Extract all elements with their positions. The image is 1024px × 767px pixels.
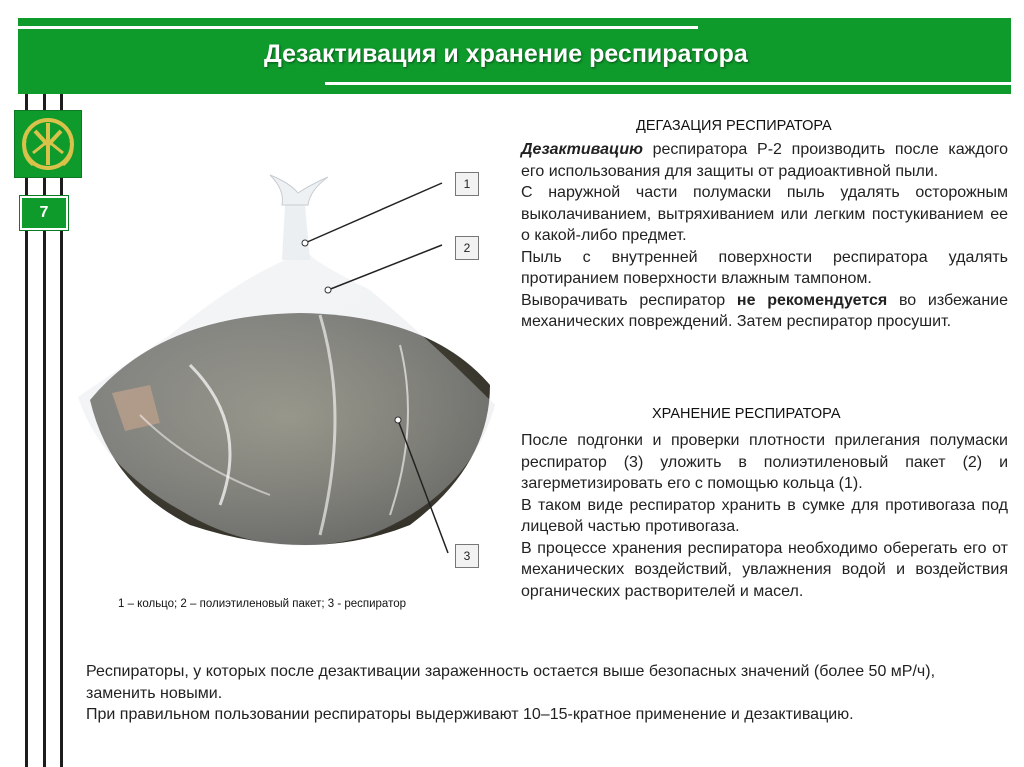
- degassing-paragraph-1: [521, 139, 1008, 182]
- storage-section: [521, 430, 1008, 602]
- header-band: [18, 18, 1011, 94]
- degassing-section: [521, 139, 1008, 333]
- respirator-bag-illustration: [70, 165, 510, 585]
- footer-text: [86, 661, 1008, 726]
- degassing-p4-bold: не рекомендуется: [736, 291, 888, 309]
- marker-1: 1: [455, 172, 479, 196]
- degassing-p4-before: Выворачивать респиратор: [521, 291, 737, 309]
- respirator-photo: [70, 165, 510, 585]
- storage-paragraph-1: После подгонки и проверки плотности прилегания полумаски респиратор (3) уложить в полиэтиленовый пакет (2) и загерметизировать его с помощью кольца (1).: [521, 432, 1008, 492]
- footer-paragraph-1: Респираторы, у которых после дезактивации зараженность остается выше безопасных значений (более 50 мР/ч), заменить новыми.: [86, 663, 936, 702]
- storage-title: ХРАНЕНИЕ РЕСПИРАТОРА: [652, 406, 841, 422]
- degassing-title: ДЕГАЗАЦИЯ РЕСПИРАТОРА: [636, 118, 832, 134]
- page-title: Дезактивация и хранение респиратора: [264, 40, 748, 68]
- header-line-bottom: [325, 82, 1011, 85]
- header-line-top: [18, 26, 698, 29]
- marker-2: 2: [455, 236, 479, 260]
- degassing-p1-text: респиратора Р-2 производить после каждого его использования для защиты от радиоактивной пыли.: [521, 141, 1008, 180]
- figure-caption: 1 – кольцо; 2 – полиэтиленовый пакет; 3 - респиратор: [118, 598, 406, 610]
- storage-paragraph-2: В таком виде респиратор хранить в сумке для противогаза под лицевой частью противогаза.: [521, 496, 1008, 535]
- storage-paragraph-3: В процессе хранения респиратора необходимо оберегать его от механических воздействий, увлажнения водой и воздействия органических растворителей и масел.: [521, 539, 1008, 600]
- degassing-paragraph-4: [521, 290, 1008, 333]
- degassing-p4-after: во избежание механических повреждений. Затем респиратор просушит.: [521, 291, 1008, 330]
- slide-number-badge: 7: [20, 196, 68, 230]
- footer-paragraph-2: При правильном пользовании респираторы выдерживают 10–15-кратное применение и дезактивацию.: [86, 706, 854, 723]
- marker-3: 3: [455, 544, 479, 568]
- degassing-lead: Дезактивацию: [521, 141, 643, 158]
- degassing-paragraph-3: Пыль с внутренней поверхности респиратора удалять протиранием поверхности влажным тампоном.: [521, 248, 1008, 287]
- degassing-paragraph-2: С наружной части полумаски пыль удалять осторожным выколачиванием, вытряхиванием или легким постукиванием ее о какой-либо предмет.: [521, 184, 1008, 244]
